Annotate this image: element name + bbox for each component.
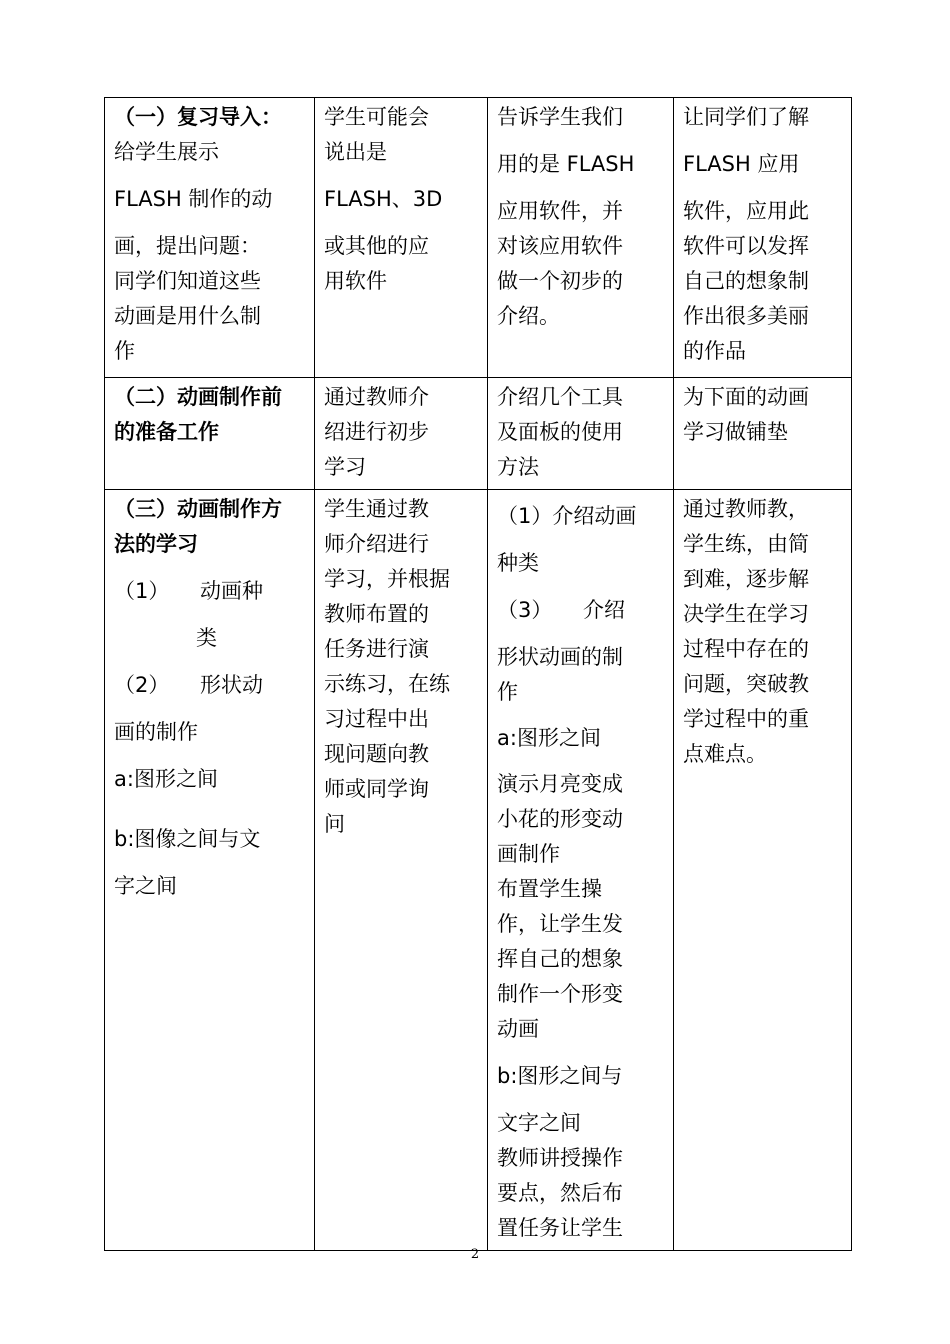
table-row bbox=[105, 490, 852, 1251]
cell-text: FLASH 应用 bbox=[683, 152, 800, 176]
cell-text: 学过程中的重 bbox=[683, 707, 809, 731]
cell-text: 及面板的使用 bbox=[497, 420, 623, 444]
table-cell bbox=[105, 490, 315, 1251]
cell-text: 要点，然后布 bbox=[497, 1181, 623, 1205]
list-item bbox=[114, 574, 308, 609]
cell-text: 为下面的动画 bbox=[683, 385, 809, 409]
cell-text: 学习，并根据 bbox=[324, 567, 450, 591]
section-title: （三）动画制作方 bbox=[114, 497, 282, 521]
cell-text: 或其他的应 bbox=[324, 234, 429, 258]
cell-text: 示练习，在练 bbox=[324, 672, 450, 696]
cell-text: 动画 bbox=[497, 1017, 539, 1041]
table-cell bbox=[488, 98, 674, 378]
list-item bbox=[114, 668, 308, 703]
cell-text: 师或同学询 bbox=[324, 777, 429, 801]
cell-text: 画制作 bbox=[497, 842, 560, 866]
cell-text: 任务进行演 bbox=[324, 637, 429, 661]
cell-text: 挥自己的想象 bbox=[497, 947, 623, 971]
list-text: 介绍 bbox=[583, 598, 625, 622]
cell-text: 画的制作 bbox=[114, 720, 198, 744]
cell-text: 通过教师介 bbox=[324, 385, 429, 409]
cell-text: a:图形之间 bbox=[497, 726, 601, 750]
cell-text: 学生练，由简 bbox=[683, 532, 809, 556]
table-cell bbox=[488, 378, 674, 490]
cell-text: 软件，应用此 bbox=[683, 199, 809, 223]
section-title: 法的学习 bbox=[114, 532, 198, 556]
cell-text: 形状动画的制 bbox=[497, 645, 623, 669]
section-title: 的准备工作 bbox=[114, 420, 219, 444]
table-cell bbox=[315, 490, 488, 1251]
cell-text: 做一个初步的 bbox=[497, 269, 623, 293]
section-title: （二）动画制作前 bbox=[114, 385, 282, 409]
cell-text: 应用软件，并 bbox=[497, 199, 623, 223]
cell-text: 动画是用什么制 bbox=[114, 304, 261, 328]
table-cell bbox=[105, 378, 315, 490]
cell-text: 给学生展示 bbox=[114, 140, 219, 164]
table-row bbox=[105, 378, 852, 490]
cell-text: 种类 bbox=[497, 551, 539, 575]
cell-text: 置任务让学生 bbox=[497, 1216, 623, 1240]
table-cell bbox=[105, 98, 315, 378]
cell-text: 教师布置的 bbox=[324, 602, 429, 626]
cell-text: 演示月亮变成 bbox=[497, 772, 623, 796]
table-cell bbox=[674, 490, 852, 1251]
cell-text: 告诉学生我们 bbox=[497, 105, 623, 129]
cell-text: a:图形之间 bbox=[114, 767, 218, 791]
cell-text: 的作品 bbox=[683, 339, 746, 363]
cell-text: FLASH 制作的动 bbox=[114, 187, 273, 211]
cell-text: 画，提出问题： bbox=[114, 234, 261, 258]
page-number: 2 bbox=[470, 1247, 480, 1262]
cell-text: 学生可能会 bbox=[324, 105, 429, 129]
cell-text: 软件可以发挥 bbox=[683, 234, 809, 258]
cell-text: 学生通过教 bbox=[324, 497, 429, 521]
cell-text: 用软件 bbox=[324, 269, 387, 293]
cell-text: 用的是 FLASH bbox=[497, 152, 635, 176]
cell-text: 作 bbox=[114, 339, 135, 363]
cell-text: 小花的形变动 bbox=[497, 807, 623, 831]
cell-text: 对该应用软件 bbox=[497, 234, 623, 258]
table-cell bbox=[674, 98, 852, 378]
list-text: 动画种 bbox=[200, 579, 263, 603]
cell-text: 绍进行初步 bbox=[324, 420, 429, 444]
cell-text: 过程中存在的 bbox=[683, 637, 809, 661]
list-text: 形状动 bbox=[200, 673, 263, 697]
table-row bbox=[105, 98, 852, 378]
list-number: （2） bbox=[114, 673, 170, 697]
table-cell bbox=[488, 490, 674, 1251]
cell-text: 师介绍进行 bbox=[324, 532, 429, 556]
section-title: （一）复习导入： bbox=[114, 105, 282, 129]
cell-text: 问 bbox=[324, 812, 345, 836]
cell-text: （1）介绍动画 bbox=[497, 504, 637, 528]
cell-text: b:图形之间与 bbox=[497, 1064, 623, 1088]
cell-text: 到难，逐步解 bbox=[683, 567, 809, 591]
cell-text: FLASH、3D bbox=[324, 187, 443, 211]
cell-text: 字之间 bbox=[114, 874, 177, 898]
cell-text: 让同学们了解 bbox=[683, 105, 809, 129]
table-cell bbox=[674, 378, 852, 490]
cell-text: 文字之间 bbox=[497, 1111, 581, 1135]
table-cell bbox=[315, 98, 488, 378]
cell-text: 作 bbox=[497, 680, 518, 704]
cell-text: 介绍几个工具 bbox=[497, 385, 623, 409]
list-number: （3） bbox=[497, 598, 553, 622]
cell-text: 学习做铺垫 bbox=[683, 420, 788, 444]
lesson-plan-table bbox=[104, 97, 852, 1251]
cell-text: 同学们知道这些 bbox=[114, 269, 261, 293]
cell-text: 学习 bbox=[324, 455, 366, 479]
cell-text: 教师讲授操作 bbox=[497, 1146, 623, 1170]
cell-text: 介绍。 bbox=[497, 304, 560, 328]
table-cell bbox=[315, 378, 488, 490]
cell-text: 习过程中出 bbox=[324, 707, 429, 731]
cell-text: 说出是 bbox=[324, 140, 387, 164]
cell-text: 通过教师教， bbox=[683, 497, 809, 521]
cell-text: 类 bbox=[196, 626, 217, 650]
cell-text: 自己的想象制 bbox=[683, 269, 809, 293]
cell-text: 方法 bbox=[497, 455, 539, 479]
cell-text: 决学生在学习 bbox=[683, 602, 809, 626]
cell-text: 作，让学生发 bbox=[497, 912, 623, 936]
cell-text: 问题，突破教 bbox=[683, 672, 809, 696]
cell-text: 作出很多美丽 bbox=[683, 304, 809, 328]
cell-text: 制作一个形变 bbox=[497, 982, 623, 1006]
cell-text: b:图像之间与文 bbox=[114, 827, 261, 851]
cell-text: 现问题向教 bbox=[324, 742, 429, 766]
list-number: （1） bbox=[114, 579, 170, 603]
list-item bbox=[497, 593, 667, 628]
cell-text: 点难点。 bbox=[683, 742, 767, 766]
cell-text: 布置学生操 bbox=[497, 877, 602, 901]
